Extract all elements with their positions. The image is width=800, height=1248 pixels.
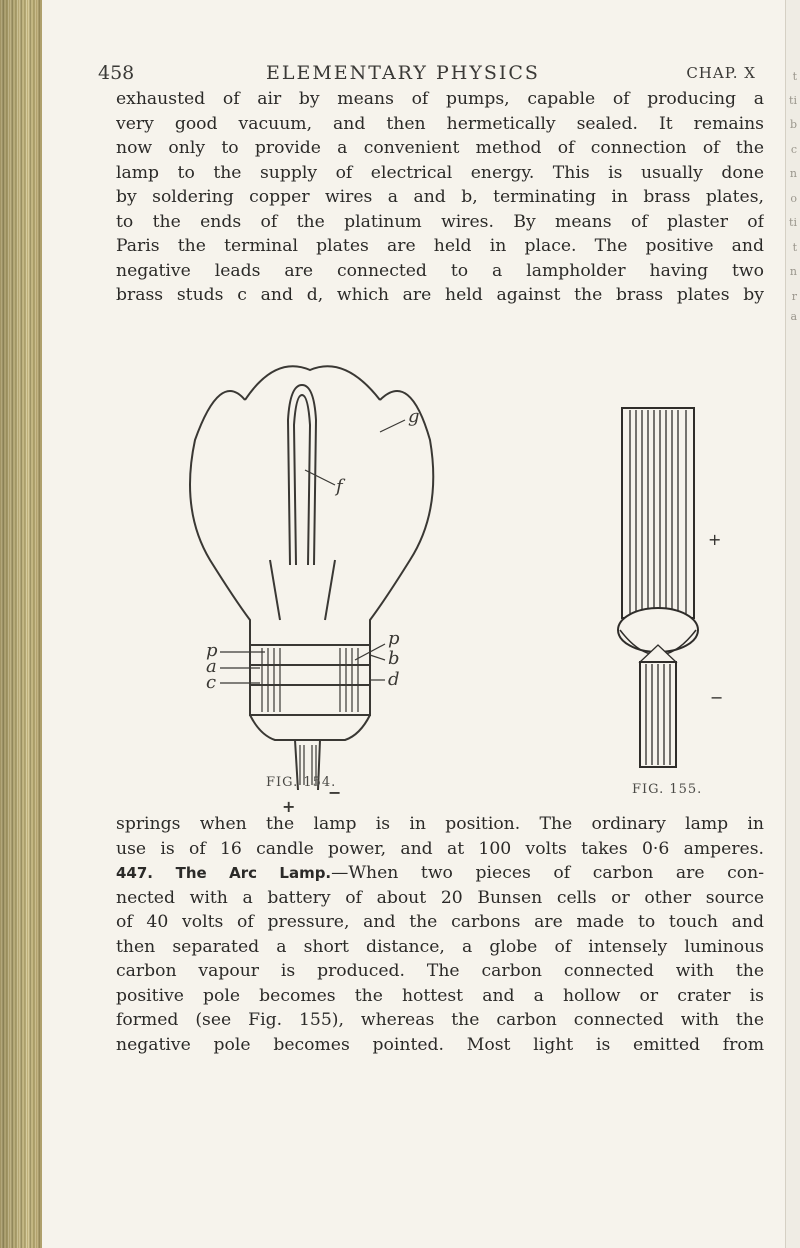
page-number: 458 xyxy=(98,62,135,84)
fig-154-caption: FIG. 154. xyxy=(266,775,337,790)
bleed-letter: o xyxy=(790,192,797,205)
label-g: g xyxy=(408,406,420,427)
bleed-letter: t xyxy=(792,70,797,83)
section-heading: The Arc Lamp. xyxy=(175,864,332,882)
text-line: use is of 16 candle power, and at 100 volts takes 0·6 amperes. xyxy=(116,838,764,859)
filament-loop xyxy=(288,385,316,565)
running-header xyxy=(98,62,758,86)
figure-154-incandescent-lamp xyxy=(180,360,460,820)
label-plus: + xyxy=(282,797,296,816)
text-line: lamp to the supply of electrical energy. This is usually done xyxy=(116,162,764,183)
label-a: a xyxy=(206,656,217,677)
glass-stem xyxy=(270,560,335,620)
facing-page-edge xyxy=(785,0,800,1248)
label-plus: + xyxy=(708,530,722,549)
text-line: by soldering copper wires a and b, terminating in brass plates, xyxy=(116,187,764,207)
filament-inner xyxy=(294,395,310,565)
bleed-letter: ti xyxy=(789,94,797,107)
bleed-letter: a xyxy=(790,310,797,323)
text-line: nected with a battery of about 20 Bunsen cells or other source xyxy=(116,887,764,908)
text-line: now only to provide a convenient method of connection of the xyxy=(116,138,764,158)
label-p-right: p xyxy=(388,628,400,649)
label-minus: − xyxy=(710,688,724,707)
label-d: d xyxy=(388,669,400,690)
bleed-letter: t xyxy=(792,241,797,254)
leader-g xyxy=(380,420,405,432)
figure-155-arc-carbons xyxy=(600,400,730,780)
text-line: negative pole becomes pointed. Most light is emitted from xyxy=(116,1034,764,1055)
paragraph-bottom xyxy=(116,812,764,1057)
label-minus: − xyxy=(328,783,342,802)
bleed-letter: r xyxy=(791,290,797,303)
text-line: formed (see Fig. 155), whereas the carbon connected with the xyxy=(116,1010,764,1030)
paragraph-top xyxy=(116,87,764,308)
lamp-bulb-outline xyxy=(190,391,433,645)
upper-carbon xyxy=(622,408,694,618)
section-447-first-line xyxy=(116,861,764,886)
text-line: negative leads are connected to a lampholder having two xyxy=(116,260,764,281)
section-number: 447. xyxy=(116,864,154,882)
bleed-letter: n xyxy=(789,265,797,278)
fig-155-caption: FIG. 155. xyxy=(632,782,703,797)
bleed-letter: n xyxy=(789,167,797,180)
text-line: springs when the lamp is in position. The ordinary lamp in xyxy=(116,814,764,834)
bleed-letter: b xyxy=(789,118,797,131)
text-line: very good vacuum, and then hermetically sealed. It remains xyxy=(116,113,764,134)
text-line: brass studs c and d, which are held against the brass plates by xyxy=(116,285,764,305)
label-p-left: p xyxy=(206,640,218,661)
leader-b xyxy=(370,655,385,660)
label-b: b xyxy=(388,648,400,669)
text-line: Paris the terminal plates are held in place. The positive and xyxy=(116,236,764,256)
label-f: f xyxy=(336,476,343,497)
gutter-shadow xyxy=(0,0,42,1248)
text-line: to the ends of the platinum wires. By means of plaster of xyxy=(116,211,764,232)
bleed-letter: c xyxy=(790,143,797,156)
text-line: carbon vapour is produced. The carbon connected with the xyxy=(116,961,764,981)
lampholder-base xyxy=(250,715,370,740)
chapter-label: CHAP. X xyxy=(686,64,756,82)
text-line: exhausted of air by means of pumps, capable of producing a xyxy=(116,89,764,109)
text-line: of 40 volts of pressure, and the carbons are made to touch and xyxy=(116,912,764,932)
text-line: then separated a short distance, a globe of intensely luminous xyxy=(116,936,764,957)
running-title: ELEMENTARY PHYSICS xyxy=(266,62,540,84)
text-line: —When two pieces of carbon are con- xyxy=(331,863,764,883)
text-line: positive pole becomes the hottest and a hollow or crater is xyxy=(116,985,764,1006)
bleed-letter: ti xyxy=(789,216,797,229)
label-c: c xyxy=(206,672,217,693)
